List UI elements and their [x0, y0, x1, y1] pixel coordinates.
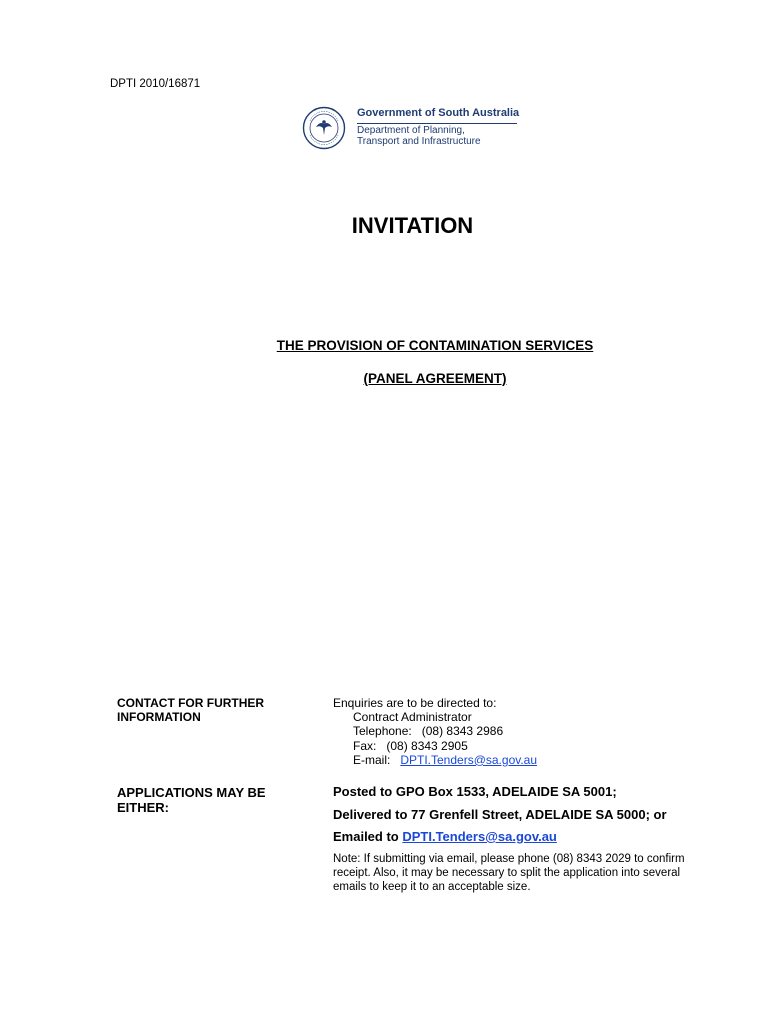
- contact-role: Contract Administrator: [353, 710, 472, 725]
- contact-label-line-2: INFORMATION: [117, 710, 201, 724]
- contact-section-label: [117, 696, 264, 724]
- logo-department-line-1: Department of Planning,: [357, 125, 465, 136]
- document-subtitle: THE PROVISION OF CONTAMINATION SERVICES: [276, 338, 594, 353]
- emailed-prefix: Emailed to: [333, 829, 403, 844]
- telephone-number: (08) 8343 2986: [421, 724, 504, 739]
- email-label: E-mail:: [353, 752, 391, 767]
- piping-shrike-seal-icon: [302, 106, 346, 150]
- document-reference: DPTI 2010/16871: [110, 78, 201, 90]
- submission-methods: [333, 784, 667, 852]
- fax-number: (08) 8343 2905: [386, 738, 468, 753]
- document-title: INVITATION: [351, 213, 474, 238]
- method-emailed: [333, 829, 667, 852]
- contact-email-row: [333, 753, 537, 767]
- contact-email-link[interactable]: DPTI.Tenders@sa.gov.au: [400, 752, 538, 767]
- fax-label: Fax:: [353, 738, 377, 753]
- method-delivered: Delivered to 77 Grenfell Street, ADELAIDE SA 5000; or: [333, 806, 667, 822]
- contact-details: [333, 696, 537, 767]
- telephone-label: Telephone:: [353, 724, 412, 739]
- contact-label-line-1: CONTACT FOR FURTHER: [117, 696, 265, 710]
- submission-note: Note: If submitting via email, please phone (08) 8343 2029 to confirm receipt. Also, it may be necessary to split the application into several emails to keep it to an acceptable size.: [333, 853, 685, 894]
- applications-label-line-1: APPLICATIONS MAY BE: [117, 785, 266, 800]
- contact-telephone-row: [333, 724, 537, 738]
- document-subtitle-agreement: (PANEL AGREEMENT): [363, 371, 507, 386]
- submission-email-link[interactable]: DPTI.Tenders@sa.gov.au: [402, 829, 557, 844]
- contact-intro: Enquiries are to be directed to:: [333, 696, 497, 710]
- applications-label-line-2: EITHER:: [117, 800, 169, 815]
- contact-fax-row: [333, 739, 537, 753]
- method-posted: Posted to GPO Box 1533, ADELAIDE SA 5001;: [333, 784, 617, 799]
- logo-department-line-2: Transport and Infrastructure: [357, 136, 481, 147]
- government-logo: [302, 104, 532, 152]
- logo-divider: [357, 123, 517, 124]
- applications-section-label: [117, 785, 266, 815]
- logo-department-name: [357, 125, 481, 147]
- logo-government-name: Government of South Australia: [357, 107, 520, 119]
